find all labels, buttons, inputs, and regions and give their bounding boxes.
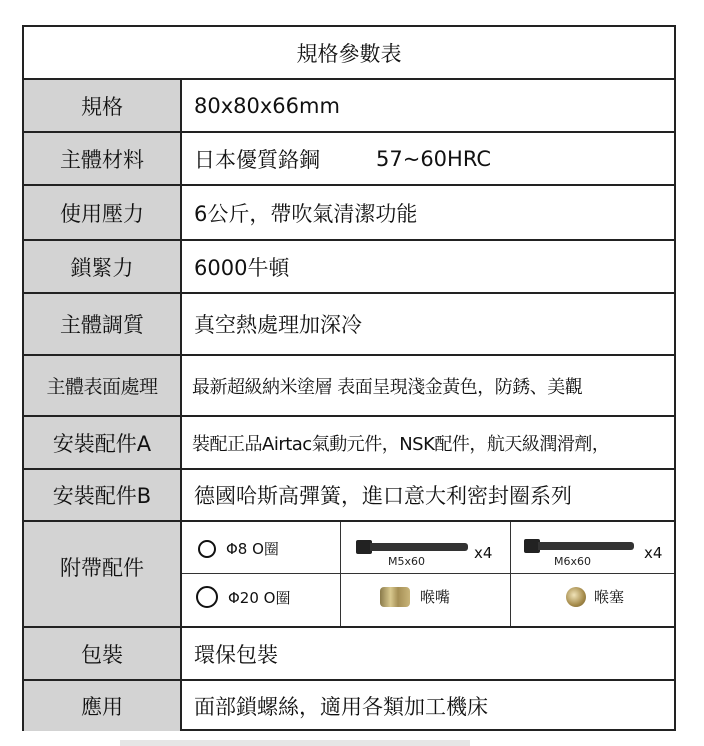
row-value: 面部鎖螺絲，適用各類加工機床 <box>194 695 488 719</box>
row-value: 最新超級納米塗層 表面呈現淺金黃色，防銹、美觀 <box>192 376 583 398</box>
row-value <box>182 133 674 184</box>
row-label: 鎖緊力 <box>24 241 182 292</box>
oring-icon <box>196 586 218 608</box>
row-application <box>24 681 674 731</box>
table-title: 規格參數表 <box>24 27 674 80</box>
row-pressure <box>24 186 674 241</box>
row-label: 附帶配件 <box>24 522 182 626</box>
plug-label: 喉塞 <box>594 588 625 606</box>
row-value: 裝配正品Airtac氣動元件，NSK配件，航天級潤滑劑， <box>192 433 610 455</box>
row-accessories <box>24 522 674 628</box>
bottom-strip <box>120 740 470 746</box>
row-label: 安裝配件B <box>24 470 182 520</box>
row-label: 主體材料 <box>24 133 182 184</box>
row-spec <box>24 80 674 133</box>
oring-icon <box>198 540 216 558</box>
bolt-m6-qty: x4 <box>644 544 663 562</box>
row-value: 環保包裝 <box>194 642 278 667</box>
row-heat-treatment <box>24 294 674 356</box>
nozzle-label: 喉嘴 <box>420 588 451 606</box>
bolt-m5-label: M5x60 <box>388 555 425 568</box>
row-label: 安裝配件A <box>24 417 182 468</box>
row-value: 6公斤，帶吹氣清潔功能 <box>194 201 418 226</box>
row-value: 80x80x66mm <box>194 93 340 118</box>
material-name: 日本優質鉻鋼 <box>194 147 320 172</box>
row-label: 使用壓力 <box>24 186 182 239</box>
plug-icon <box>566 587 586 607</box>
row-value: 真空熱處理加深冷 <box>194 313 362 337</box>
spec-table <box>22 25 676 731</box>
row-label: 應用 <box>24 681 182 731</box>
oring-small-label: Φ8 O圈 <box>226 540 279 558</box>
row-label: 包裝 <box>24 628 182 679</box>
oring-large-label: Φ20 O圈 <box>228 588 291 607</box>
nozzle <box>380 586 450 607</box>
row-parts-b <box>24 470 674 522</box>
nozzle-icon <box>380 587 410 607</box>
row-value: 德國哈斯高彈簧，進口意大利密封圈系列 <box>194 484 572 508</box>
oring-large <box>196 586 290 608</box>
row-clamping-force <box>24 241 674 294</box>
row-label: 主體表面處理 <box>24 356 182 415</box>
oring-small <box>198 538 279 559</box>
row-packaging <box>24 628 674 681</box>
row-label: 規格 <box>24 80 182 131</box>
row-parts-a <box>24 417 674 470</box>
row-surface <box>24 356 674 417</box>
row-material <box>24 133 674 186</box>
row-value: 6000牛頓 <box>194 255 290 280</box>
row-label: 主體調質 <box>24 294 182 354</box>
bolt-m6-label: M6x60 <box>554 555 591 568</box>
bolt-m5-qty: x4 <box>474 544 493 562</box>
plug <box>566 586 624 607</box>
accessories-grid <box>182 522 674 626</box>
hardness: 57~60HRC <box>376 146 492 171</box>
